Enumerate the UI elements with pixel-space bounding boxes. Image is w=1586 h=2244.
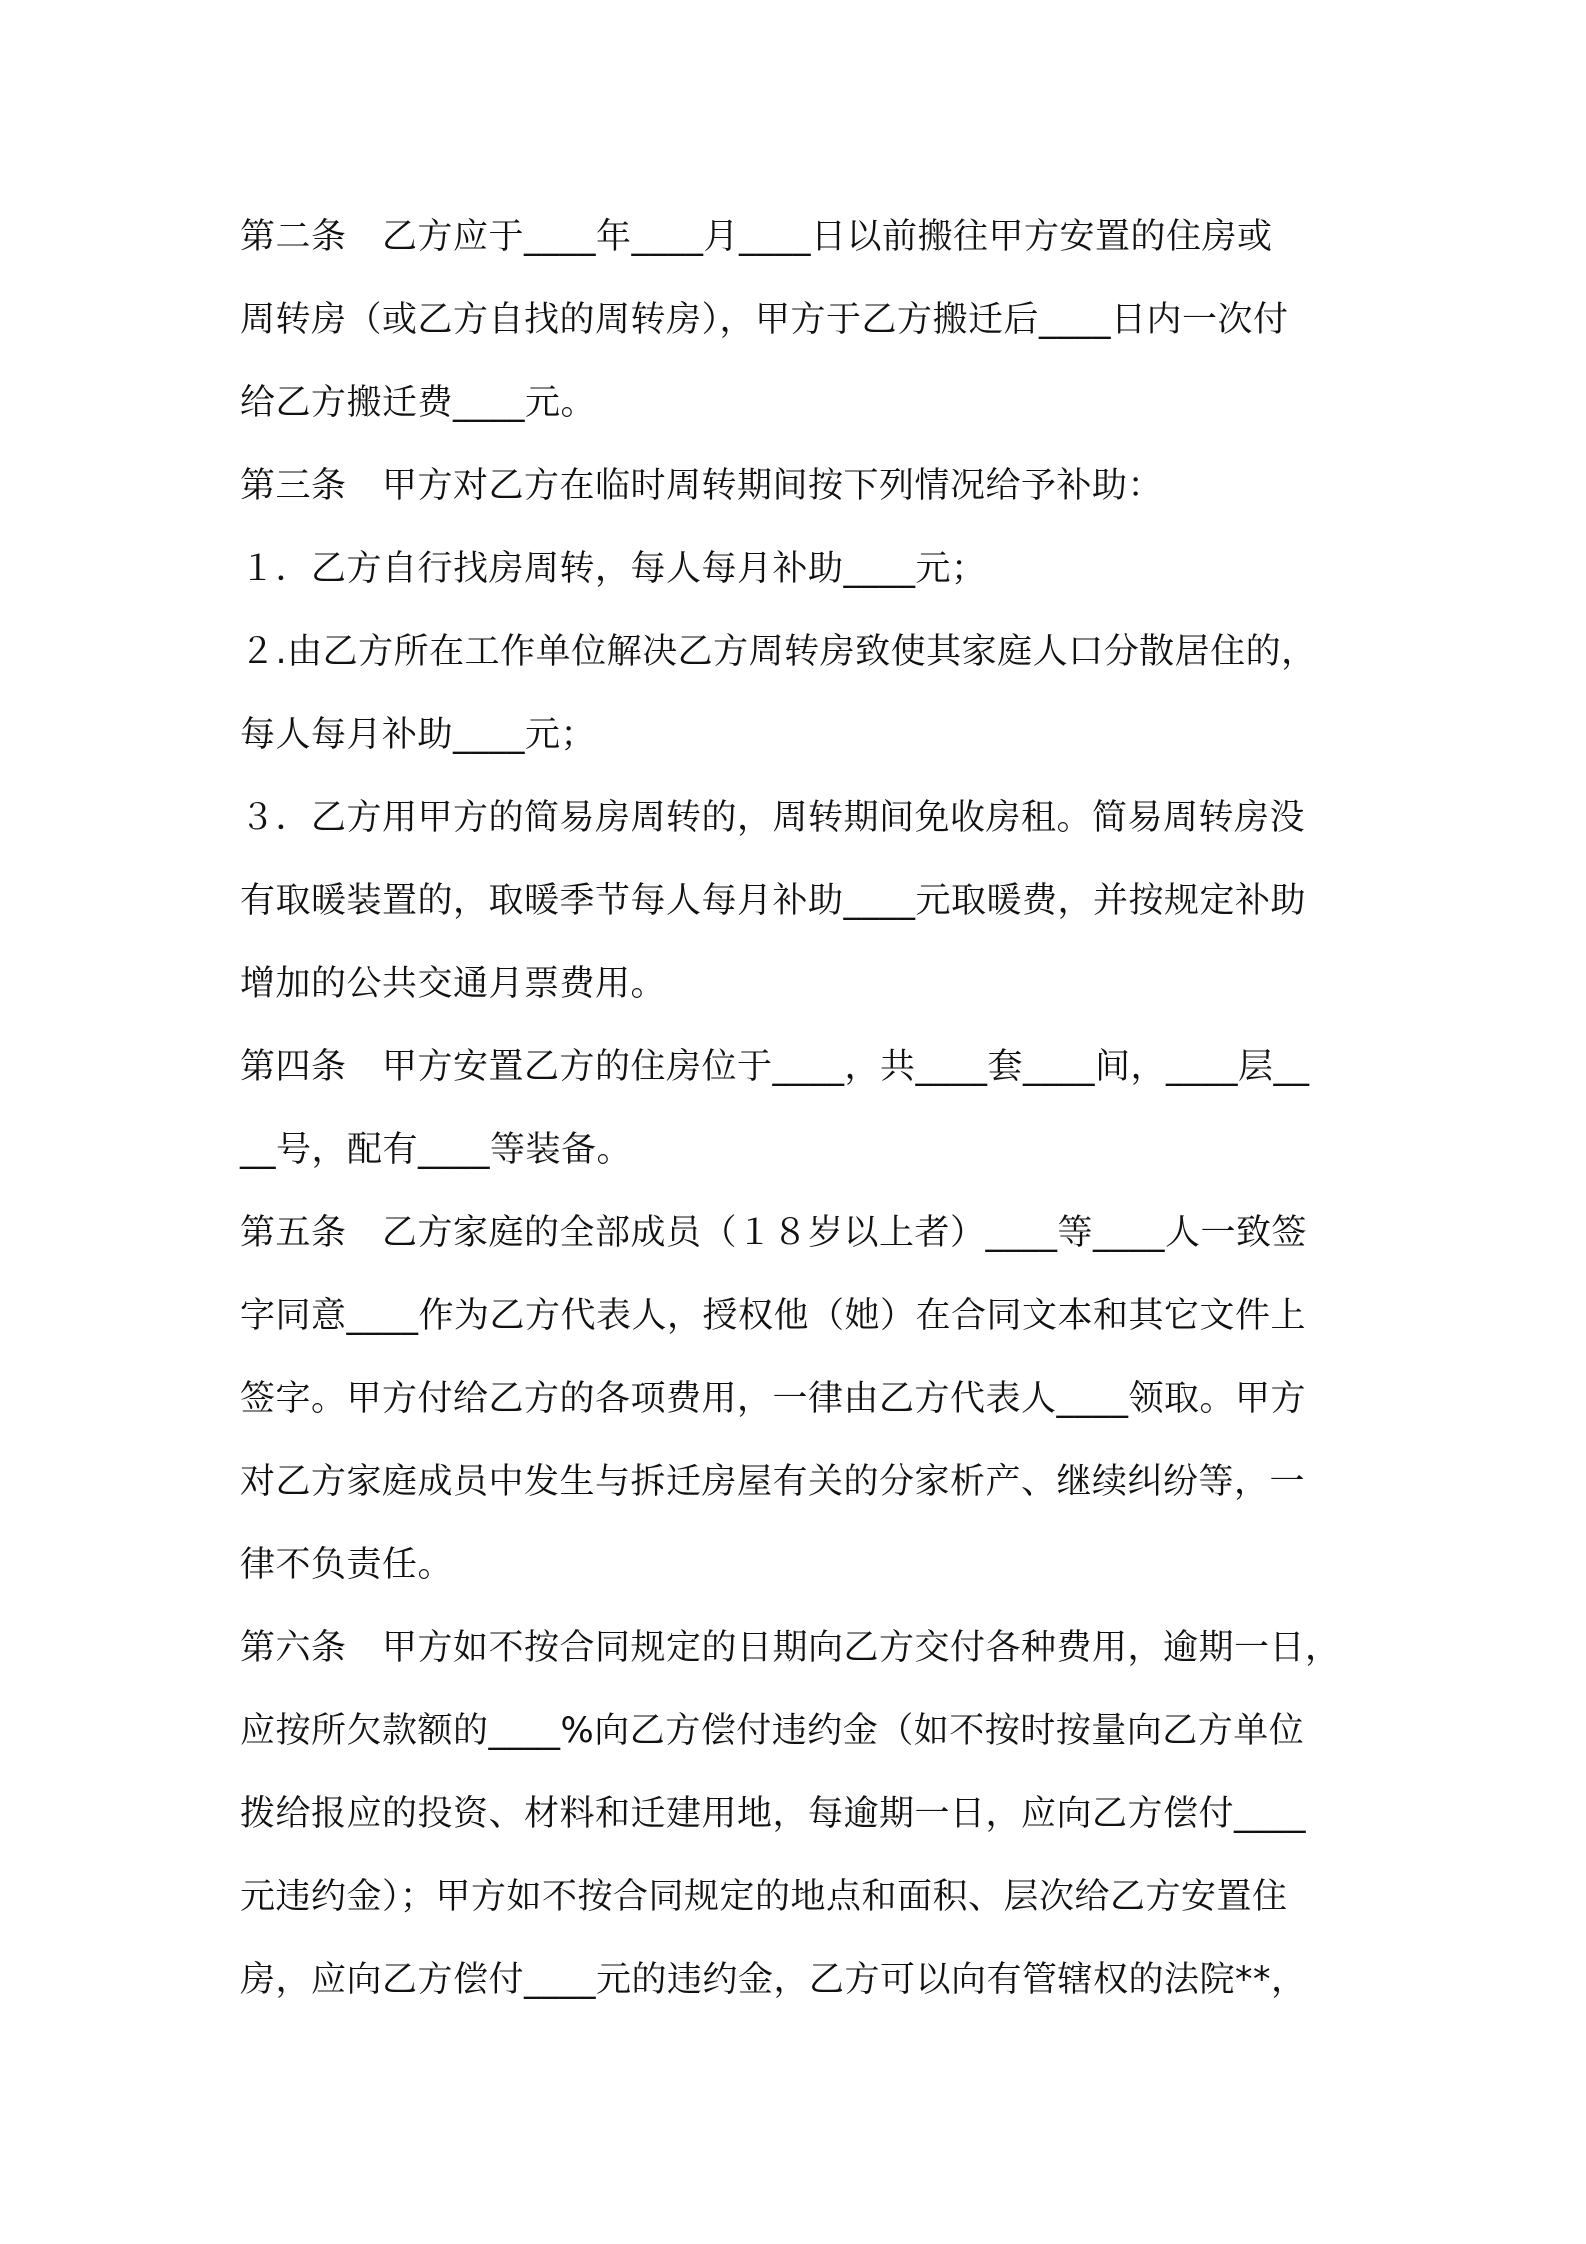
article-3-item-3-line-3: 增加的公共交通月票费用。 <box>240 964 667 1004</box>
article-5-line-4: 对乙方家庭成员中发生与拆迁房屋有关的分家析产、继续纠纷等，一 <box>240 1462 1306 1502</box>
article-2-line-3: 给乙方搬迁费____元。 <box>240 383 597 423</box>
article-6-line-3: 拨给报应的投资、材料和迁建用地，每逾期一日，应向乙方偿付____ <box>240 1794 1307 1834</box>
article-2-line-1: 第二条 乙方应于____年____月____日以前搬往甲方安置的住房或 <box>240 217 1273 257</box>
article-6-line-1: 第六条 甲方如不按合同规定的日期向乙方交付各种费用，逾期一日， <box>240 1628 1341 1668</box>
article-3-item-3-line-1: ３．乙方用甲方的简易房周转的，周转期间免收房租。简易周转房没 <box>240 798 1306 838</box>
article-6-line-5: 房，应向乙方偿付____元的违约金，乙方可以向有管辖权的法院**， <box>240 1960 1307 2000</box>
article-3-item-2-line-1: ２.由乙方所在工作单位解决乙方周转房致使其家庭人口分散居住的， <box>240 632 1317 672</box>
article-3-item-1: １．乙方自行找房周转，每人每月补助____元； <box>240 549 987 589</box>
article-3-item-2-line-2: 每人每月补助____元； <box>240 715 597 755</box>
article-4-line-1: 第四条 甲方安置乙方的住房位于____，共____套____间，____层__ <box>240 1047 1310 1087</box>
article-6-line-2: 应按所欠款额的____%向乙方偿付违约金（如不按时按量向乙方单位 <box>240 1711 1305 1751</box>
document-body <box>240 196 1360 2022</box>
article-5-line-5: 律不负责任。 <box>240 1545 454 1585</box>
article-5-line-1: 第五条 乙方家庭的全部成员（１８岁以上者）____等____人一致签 <box>240 1213 1308 1253</box>
article-2-line-2: 周转房（或乙方自找的周转房），甲方于乙方搬迁后____日内一次付 <box>240 300 1289 340</box>
article-4-line-2: __号，配有____等装备。 <box>240 1130 633 1170</box>
article-3-heading: 第三条 甲方对乙方在临时周转期间按下列情况给予补助： <box>240 466 1164 506</box>
article-5-line-2: 字同意____作为乙方代表人，授权他（她）在合同文本和其它文件上 <box>240 1296 1307 1336</box>
article-5-line-3: 签字。甲方付给乙方的各项费用，一律由乙方代表人____领取。甲方 <box>240 1379 1307 1419</box>
article-3-item-3-line-2: 有取暖装置的，取暖季节每人每月补助____元取暖费，并按规定补助 <box>240 881 1307 921</box>
article-6-line-4: 元违约金）；甲方如不按合同规定的地点和面积、层次给乙方安置住 <box>240 1877 1288 1917</box>
